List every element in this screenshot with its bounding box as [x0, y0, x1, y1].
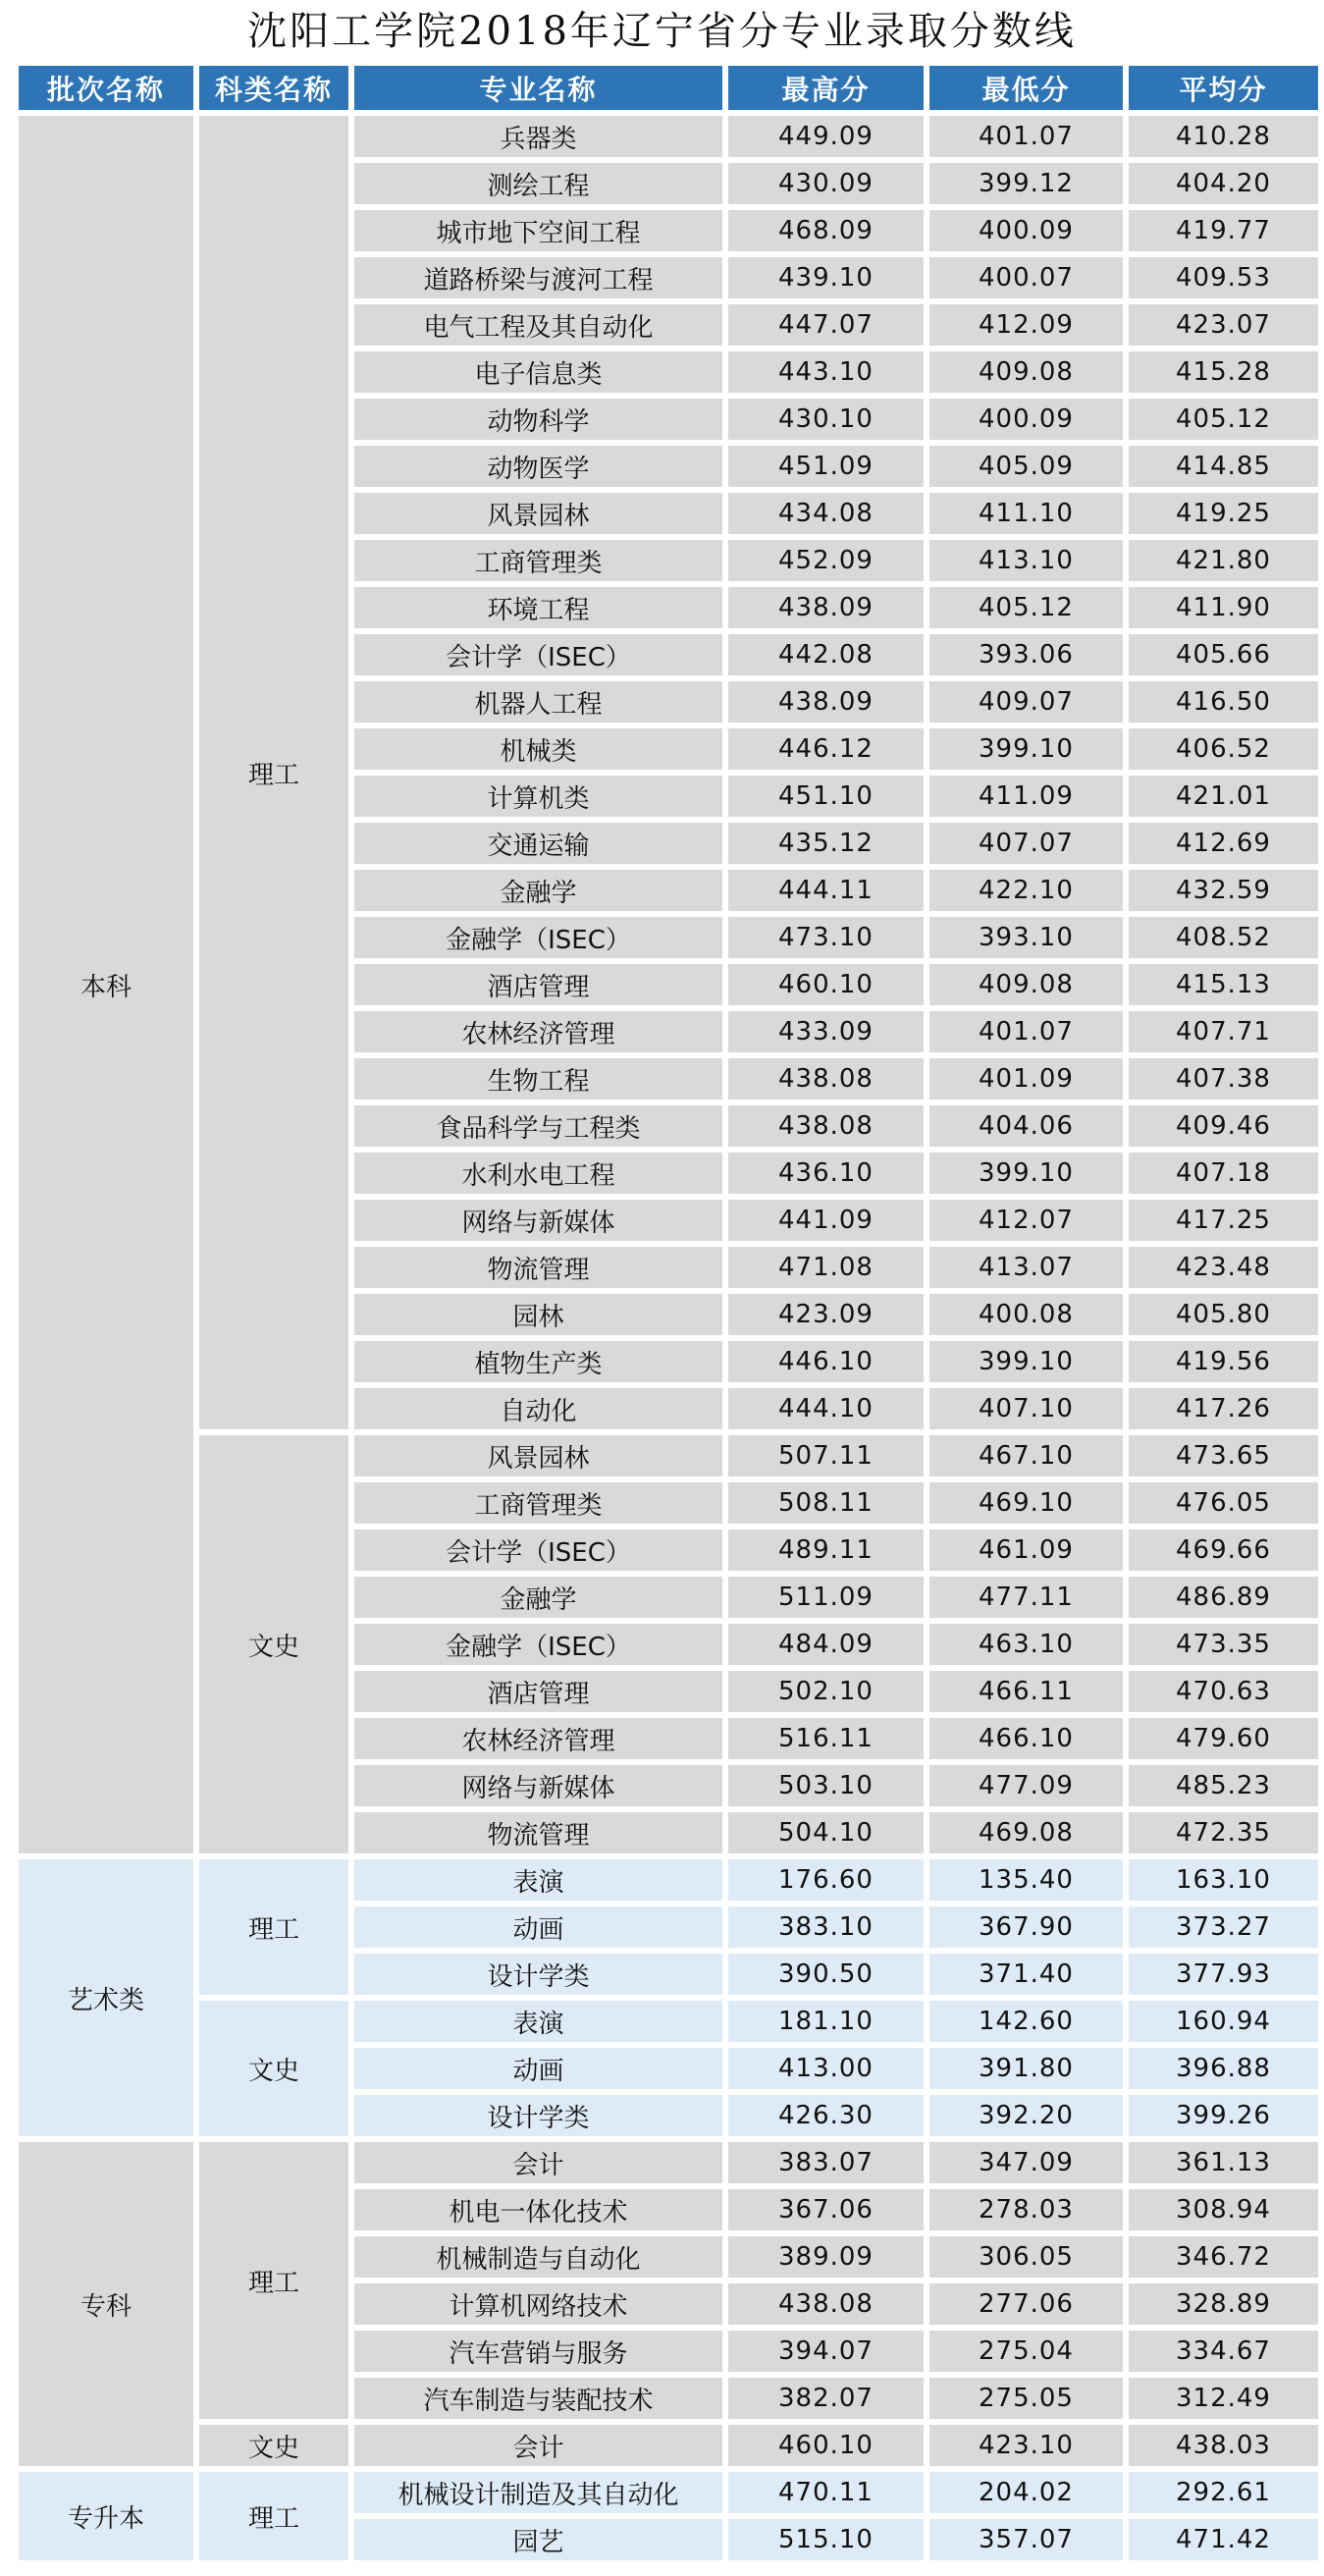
major-name: 物流管理 [354, 1247, 722, 1288]
min-score: 404.06 [929, 1105, 1123, 1147]
avg-score: 163.10 [1129, 1859, 1318, 1901]
major-name: 机械设计制造及其自动化 [354, 2472, 722, 2513]
avg-score: 473.35 [1129, 1624, 1318, 1665]
avg-score: 472.35 [1129, 1812, 1318, 1853]
max-score: 438.08 [728, 1105, 924, 1147]
avg-score: 476.05 [1129, 1482, 1318, 1524]
max-score: 181.10 [728, 2001, 924, 2042]
major-name: 环境工程 [354, 587, 722, 628]
min-score: 423.10 [929, 2425, 1123, 2466]
avg-score: 406.52 [1129, 728, 1318, 770]
min-score: 399.10 [929, 1153, 1123, 1194]
major-name: 酒店管理 [354, 964, 722, 1005]
min-score: 461.09 [929, 1530, 1123, 1571]
min-score: 306.05 [929, 2236, 1123, 2278]
avg-score: 407.18 [1129, 1153, 1318, 1194]
major-name: 动画 [354, 1906, 722, 1948]
min-score: 411.09 [929, 776, 1123, 817]
min-score: 407.07 [929, 823, 1123, 864]
min-score: 400.09 [929, 210, 1123, 251]
category-name: 文史 [199, 1435, 348, 1853]
major-name: 金融学（ISEC） [354, 917, 722, 958]
avg-score: 404.20 [1129, 163, 1318, 204]
avg-score: 410.28 [1129, 116, 1318, 157]
avg-score: 419.25 [1129, 493, 1318, 534]
min-score: 391.80 [929, 2048, 1123, 2089]
max-score: 489.11 [728, 1530, 924, 1571]
major-name: 机电一体化技术 [354, 2189, 722, 2230]
min-score: 412.09 [929, 304, 1123, 346]
avg-score: 417.25 [1129, 1200, 1318, 1241]
avg-score: 377.93 [1129, 1954, 1318, 1995]
avg-score: 412.69 [1129, 823, 1318, 864]
major-name: 工商管理类 [354, 1482, 722, 1524]
avg-score: 438.03 [1129, 2425, 1318, 2466]
min-score: 469.10 [929, 1482, 1123, 1524]
min-score: 357.07 [929, 2519, 1123, 2560]
batch-name: 专科 [19, 2142, 193, 2466]
max-score: 436.10 [728, 1153, 924, 1194]
max-score: 503.10 [728, 1765, 924, 1806]
max-score: 451.09 [728, 446, 924, 487]
max-score: 438.08 [728, 1058, 924, 1100]
major-name: 食品科学与工程类 [354, 1105, 722, 1147]
max-score: 504.10 [728, 1812, 924, 1853]
min-score: 275.05 [929, 2378, 1123, 2419]
max-score: 473.10 [728, 917, 924, 958]
major-name: 计算机网络技术 [354, 2283, 722, 2325]
min-score: 466.11 [929, 1671, 1123, 1712]
avg-score: 414.85 [1129, 446, 1318, 487]
max-score: 452.09 [728, 540, 924, 581]
avg-score: 470.63 [1129, 1671, 1318, 1712]
min-score: 409.08 [929, 964, 1123, 1005]
avg-score: 407.71 [1129, 1011, 1318, 1052]
min-score: 400.08 [929, 1294, 1123, 1335]
min-score: 467.10 [929, 1435, 1123, 1476]
avg-score: 469.66 [1129, 1530, 1318, 1571]
avg-score: 312.49 [1129, 2378, 1318, 2419]
major-name: 园艺 [354, 2519, 722, 2560]
max-score: 383.07 [728, 2142, 924, 2183]
max-score: 502.10 [728, 1671, 924, 1712]
max-score: 444.11 [728, 870, 924, 911]
max-score: 367.06 [728, 2189, 924, 2230]
min-score: 463.10 [929, 1624, 1123, 1665]
min-score: 367.90 [929, 1906, 1123, 1948]
header-category: 科类名称 [199, 66, 348, 110]
batch-name: 艺术类 [19, 1859, 193, 2136]
page-title: 沈阳工学院2018年辽宁省分专业录取分数线 [247, 9, 1077, 54]
header-max-score: 最高分 [728, 66, 924, 110]
max-score: 508.11 [728, 1482, 924, 1524]
avg-score: 292.61 [1129, 2472, 1318, 2513]
min-score: 401.07 [929, 1011, 1123, 1052]
max-score: 516.11 [728, 1718, 924, 1759]
min-score: 401.09 [929, 1058, 1123, 1100]
max-score: 438.09 [728, 587, 924, 628]
major-name: 设计学类 [354, 2095, 722, 2136]
avg-score: 411.90 [1129, 587, 1318, 628]
max-score: 435.12 [728, 823, 924, 864]
major-name: 动画 [354, 2048, 722, 2089]
avg-score: 346.72 [1129, 2236, 1318, 2278]
avg-score: 417.26 [1129, 1388, 1318, 1429]
major-name: 网络与新媒体 [354, 1200, 722, 1241]
avg-score: 407.38 [1129, 1058, 1318, 1100]
max-score: 394.07 [728, 2331, 924, 2372]
max-score: 434.08 [728, 493, 924, 534]
header-batch: 批次名称 [19, 66, 193, 110]
avg-score: 415.13 [1129, 964, 1318, 1005]
major-name: 测绘工程 [354, 163, 722, 204]
avg-score: 405.80 [1129, 1294, 1318, 1335]
max-score: 446.10 [728, 1341, 924, 1382]
major-name: 会计学（ISEC） [354, 634, 722, 675]
avg-score: 486.89 [1129, 1577, 1318, 1618]
major-name: 表演 [354, 2001, 722, 2042]
max-score: 426.30 [728, 2095, 924, 2136]
avg-score: 373.27 [1129, 1906, 1318, 1948]
max-score: 444.10 [728, 1388, 924, 1429]
max-score: 447.07 [728, 304, 924, 346]
min-score: 393.06 [929, 634, 1123, 675]
avg-score: 396.88 [1129, 2048, 1318, 2089]
max-score: 413.00 [728, 2048, 924, 2089]
min-score: 409.08 [929, 351, 1123, 393]
major-name: 兵器类 [354, 116, 722, 157]
min-score: 413.10 [929, 540, 1123, 581]
avg-score: 471.42 [1129, 2519, 1318, 2560]
max-score: 441.09 [728, 1200, 924, 1241]
avg-score: 423.07 [1129, 304, 1318, 346]
max-score: 438.08 [728, 2283, 924, 2325]
header-major: 专业名称 [354, 66, 722, 110]
max-score: 515.10 [728, 2519, 924, 2560]
avg-score: 419.77 [1129, 210, 1318, 251]
max-score: 430.10 [728, 399, 924, 440]
min-score: 347.09 [929, 2142, 1123, 2183]
avg-score: 409.53 [1129, 257, 1318, 298]
min-score: 401.07 [929, 116, 1123, 157]
major-name: 机械类 [354, 728, 722, 770]
avg-score: 405.12 [1129, 399, 1318, 440]
max-score: 460.10 [728, 2425, 924, 2466]
admission-score-table [19, 66, 1318, 2560]
min-score: 371.40 [929, 1954, 1123, 1995]
max-score: 389.09 [728, 2236, 924, 2278]
batch-name: 专升本 [19, 2472, 193, 2560]
avg-score: 421.01 [1129, 776, 1318, 817]
major-name: 农林经济管理 [354, 1718, 722, 1759]
avg-score: 334.67 [1129, 2331, 1318, 2372]
avg-score: 419.56 [1129, 1341, 1318, 1382]
major-name: 计算机类 [354, 776, 722, 817]
min-score: 400.07 [929, 257, 1123, 298]
major-name: 自动化 [354, 1388, 722, 1429]
min-score: 477.09 [929, 1765, 1123, 1806]
min-score: 422.10 [929, 870, 1123, 911]
min-score: 412.07 [929, 1200, 1123, 1241]
major-name: 机械制造与自动化 [354, 2236, 722, 2278]
max-score: 449.09 [728, 116, 924, 157]
avg-score: 416.50 [1129, 681, 1318, 723]
min-score: 392.20 [929, 2095, 1123, 2136]
category-name: 文史 [199, 2425, 348, 2466]
min-score: 277.06 [929, 2283, 1123, 2325]
avg-score: 308.94 [1129, 2189, 1318, 2230]
min-score: 405.09 [929, 446, 1123, 487]
major-name: 电气工程及其自动化 [354, 304, 722, 346]
max-score: 511.09 [728, 1577, 924, 1618]
major-name: 汽车制造与装配技术 [354, 2378, 722, 2419]
max-score: 471.08 [728, 1247, 924, 1288]
min-score: 135.40 [929, 1859, 1123, 1901]
header-avg-score: 平均分 [1129, 66, 1318, 110]
min-score: 400.09 [929, 399, 1123, 440]
avg-score: 328.89 [1129, 2283, 1318, 2325]
avg-score: 405.66 [1129, 634, 1318, 675]
max-score: 451.10 [728, 776, 924, 817]
major-name: 风景园林 [354, 1435, 722, 1476]
major-name: 网络与新媒体 [354, 1765, 722, 1806]
major-name: 农林经济管理 [354, 1011, 722, 1052]
avg-score: 485.23 [1129, 1765, 1318, 1806]
avg-score: 415.28 [1129, 351, 1318, 393]
major-name: 金融学 [354, 870, 722, 911]
max-score: 433.09 [728, 1011, 924, 1052]
min-score: 409.07 [929, 681, 1123, 723]
major-name: 交通运输 [354, 823, 722, 864]
major-name: 会计 [354, 2425, 722, 2466]
max-score: 382.07 [728, 2378, 924, 2419]
major-name: 会计 [354, 2142, 722, 2183]
max-score: 438.09 [728, 681, 924, 723]
category-name: 理工 [199, 2472, 348, 2560]
avg-score: 479.60 [1129, 1718, 1318, 1759]
min-score: 469.08 [929, 1812, 1123, 1853]
min-score: 399.12 [929, 163, 1123, 204]
major-name: 城市地下空间工程 [354, 210, 722, 251]
min-score: 278.03 [929, 2189, 1123, 2230]
min-score: 399.10 [929, 728, 1123, 770]
category-name: 文史 [199, 2001, 348, 2136]
major-name: 金融学（ISEC） [354, 1624, 722, 1665]
max-score: 176.60 [728, 1859, 924, 1901]
min-score: 411.10 [929, 493, 1123, 534]
min-score: 204.02 [929, 2472, 1123, 2513]
max-score: 507.11 [728, 1435, 924, 1476]
min-score: 393.10 [929, 917, 1123, 958]
max-score: 460.10 [728, 964, 924, 1005]
major-name: 动物科学 [354, 399, 722, 440]
major-name: 工商管理类 [354, 540, 722, 581]
major-name: 设计学类 [354, 1954, 722, 1995]
major-name: 会计学（ISEC） [354, 1530, 722, 1571]
max-score: 484.09 [728, 1624, 924, 1665]
avg-score: 423.48 [1129, 1247, 1318, 1288]
min-score: 407.10 [929, 1388, 1123, 1429]
major-name: 机器人工程 [354, 681, 722, 723]
avg-score: 361.13 [1129, 2142, 1318, 2183]
avg-score: 160.94 [1129, 2001, 1318, 2042]
category-name: 理工 [199, 2142, 348, 2419]
major-name: 物流管理 [354, 1812, 722, 1853]
max-score: 468.09 [728, 210, 924, 251]
major-name: 风景园林 [354, 493, 722, 534]
avg-score: 409.46 [1129, 1105, 1318, 1147]
major-name: 园林 [354, 1294, 722, 1335]
header-min-score: 最低分 [929, 66, 1123, 110]
min-score: 413.07 [929, 1247, 1123, 1288]
batch-name: 本科 [19, 116, 193, 1853]
min-score: 466.10 [929, 1718, 1123, 1759]
max-score: 446.12 [728, 728, 924, 770]
max-score: 442.08 [728, 634, 924, 675]
min-score: 399.10 [929, 1341, 1123, 1382]
max-score: 383.10 [728, 1906, 924, 1948]
max-score: 390.50 [728, 1954, 924, 1995]
major-name: 植物生产类 [354, 1341, 722, 1382]
max-score: 470.11 [728, 2472, 924, 2513]
major-name: 生物工程 [354, 1058, 722, 1100]
major-name: 酒店管理 [354, 1671, 722, 1712]
avg-score: 399.26 [1129, 2095, 1318, 2136]
major-name: 表演 [354, 1859, 722, 1901]
min-score: 275.04 [929, 2331, 1123, 2372]
avg-score: 432.59 [1129, 870, 1318, 911]
max-score: 443.10 [728, 351, 924, 393]
avg-score: 473.65 [1129, 1435, 1318, 1476]
max-score: 423.09 [728, 1294, 924, 1335]
max-score: 439.10 [728, 257, 924, 298]
max-score: 430.09 [728, 163, 924, 204]
major-name: 汽车营销与服务 [354, 2331, 722, 2372]
avg-score: 408.52 [1129, 917, 1318, 958]
category-name: 理工 [199, 116, 348, 1429]
major-name: 金融学 [354, 1577, 722, 1618]
min-score: 477.11 [929, 1577, 1123, 1618]
major-name: 道路桥梁与渡河工程 [354, 257, 722, 298]
category-name: 理工 [199, 1859, 348, 1995]
min-score: 142.60 [929, 2001, 1123, 2042]
avg-score: 421.80 [1129, 540, 1318, 581]
min-score: 405.12 [929, 587, 1123, 628]
major-name: 电子信息类 [354, 351, 722, 393]
major-name: 水利水电工程 [354, 1153, 722, 1194]
major-name: 动物医学 [354, 446, 722, 487]
